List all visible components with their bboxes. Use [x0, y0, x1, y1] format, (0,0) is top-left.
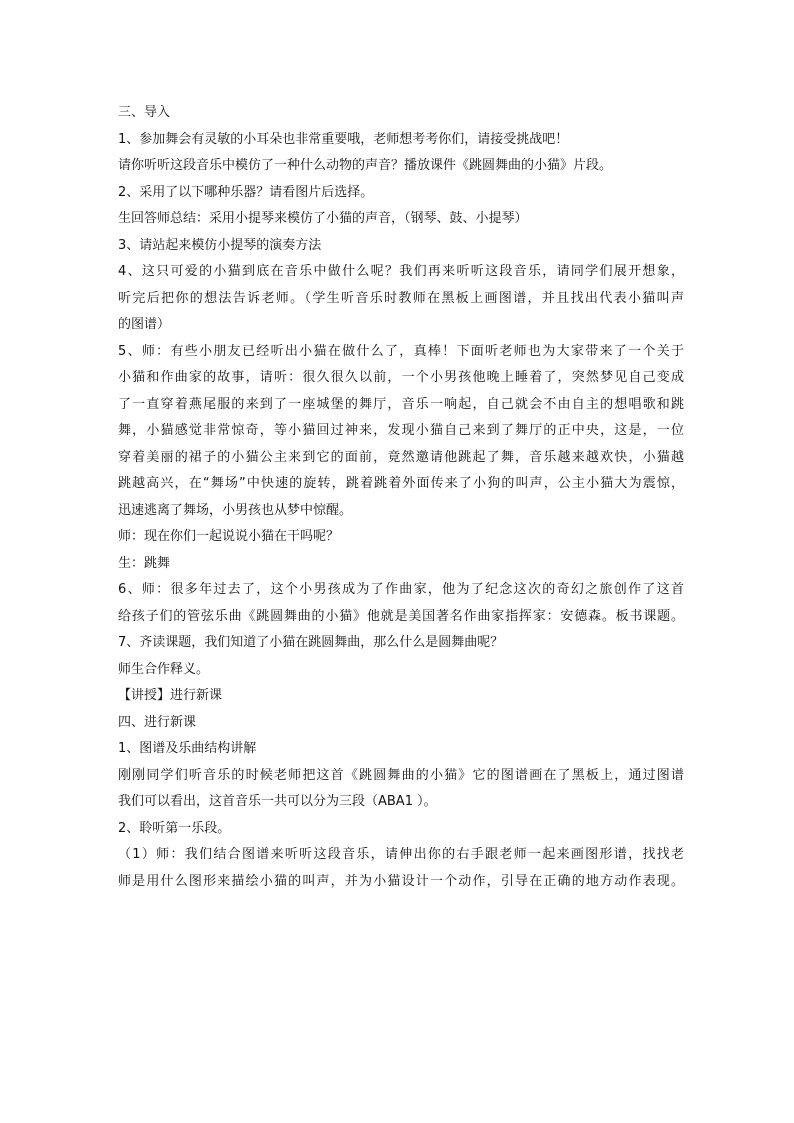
paragraph-line: 的图谱）: [118, 317, 171, 332]
paragraph-line: 舞，小猫感觉非常惊奇，等小猫回过神来，发现小猫自己来到了舞厅的正中央，这是，一位: [118, 423, 684, 438]
paragraph-line: 了一直穿着燕尾服的来到了一座城堡的舞厅，音乐一响起，自己就会不由自主的想唱歌和跳: [118, 396, 684, 412]
section-heading-lecture: 【讲授】进行新课: [118, 688, 223, 703]
paragraph-line: 师是用什么图形来描绘小猫的叫声，并为小猫设计一个动作，引导在正确的地方动作表现。: [118, 873, 684, 889]
paragraph-line: 听完后把你的想法告诉老师。（学生听音乐时教师在黑板上画图谱，并且找出代表小猫叫声: [118, 290, 684, 306]
document-body: [118, 100, 684, 895]
paragraph-line: 生：跳舞: [118, 555, 171, 571]
paragraph-line: 师生合作释义。: [118, 661, 210, 677]
paragraph-line: 迅速逃离了舞场，小男孩也从梦中惊醒。: [118, 502, 353, 518]
paragraph-line: 生回答师总结：采用小提琴来模仿了小猫的声音，（钢琴、鼓、小提琴）: [118, 211, 528, 226]
paragraph-line: 4、这只可爱的小猫到底在音乐中做什么呢？我们再来听听这段音乐，请同学们展开想象，: [118, 264, 684, 279]
paragraph-line: 小猫和作曲家的故事，请听：很久很久以前，一个小男孩他晚上睡着了，突然梦见自己变成: [118, 370, 684, 385]
paragraph-line: 我们可以看出，这首音乐一共可以分为三段（ABA1 ）。: [118, 794, 437, 809]
paragraph-line: 3、请站起来模仿小提琴的演奏方法: [118, 237, 322, 253]
paragraph-line: 1、参加舞会有灵敏的小耳朵也非常重要哦，老师想考考你们，请接受挑战吧！: [118, 131, 569, 147]
section-heading-new-lesson: 四、进行新课: [118, 714, 197, 730]
paragraph-line: 2、采用了以下哪种乐器？请看图片后选择。: [118, 184, 374, 200]
paragraph-line: 跳越高兴，在“舞场”中快速的旋转，跳着跳着外面传来了小狗的叫声，公主小猫大为震惊，: [118, 476, 684, 491]
section-heading-intro: 三、导入: [118, 105, 171, 120]
paragraph-line: 刚刚同学们听音乐的时候老师把这首《跳圆舞曲的小猫》它的图谱画在了黑板上，通过图谱: [118, 767, 684, 783]
paragraph-line: 5、师：有些小朋友已经听出小猫在做什么了，真棒！下面听老师也为大家带来了一个关于: [118, 343, 684, 359]
paragraph-line: 穿着美丽的裙子的小猫公主来到它的面前，竟然邀请他跳起了舞，音乐越来越欢快，小猫越: [118, 449, 684, 465]
paragraph-line: 请你听听这段音乐中模仿了一种什么动物的声音？播放课件《跳圆舞曲的小猫》片段。: [118, 158, 613, 173]
paragraph-line: 师：现在你们一起说说小猫在干吗呢？: [118, 529, 340, 544]
paragraph-line: （1）师：我们结合图谱来听听这段音乐，请伸出你的右手跟老师一起来画图形谱，找找老: [118, 847, 684, 862]
paragraph-line: 7、齐读课题，我们知道了小猫在跳圆舞曲，那么什么是圆舞曲呢？: [118, 635, 504, 650]
paragraph-line: 1、图谱及乐曲结构讲解: [118, 741, 257, 756]
paragraph-line: 6、师：很多年过去了，这个小男孩成为了作曲家，他为了纪念这次的奇幻之旅创作了这首: [118, 582, 684, 597]
paragraph-line: 2、聆听第一乐段。: [118, 820, 231, 836]
paragraph-line: 给孩子们的管弦乐曲《跳圆舞曲的小猫》他就是美国著名作曲家指挥家：安德森。板书课题。: [118, 608, 684, 624]
